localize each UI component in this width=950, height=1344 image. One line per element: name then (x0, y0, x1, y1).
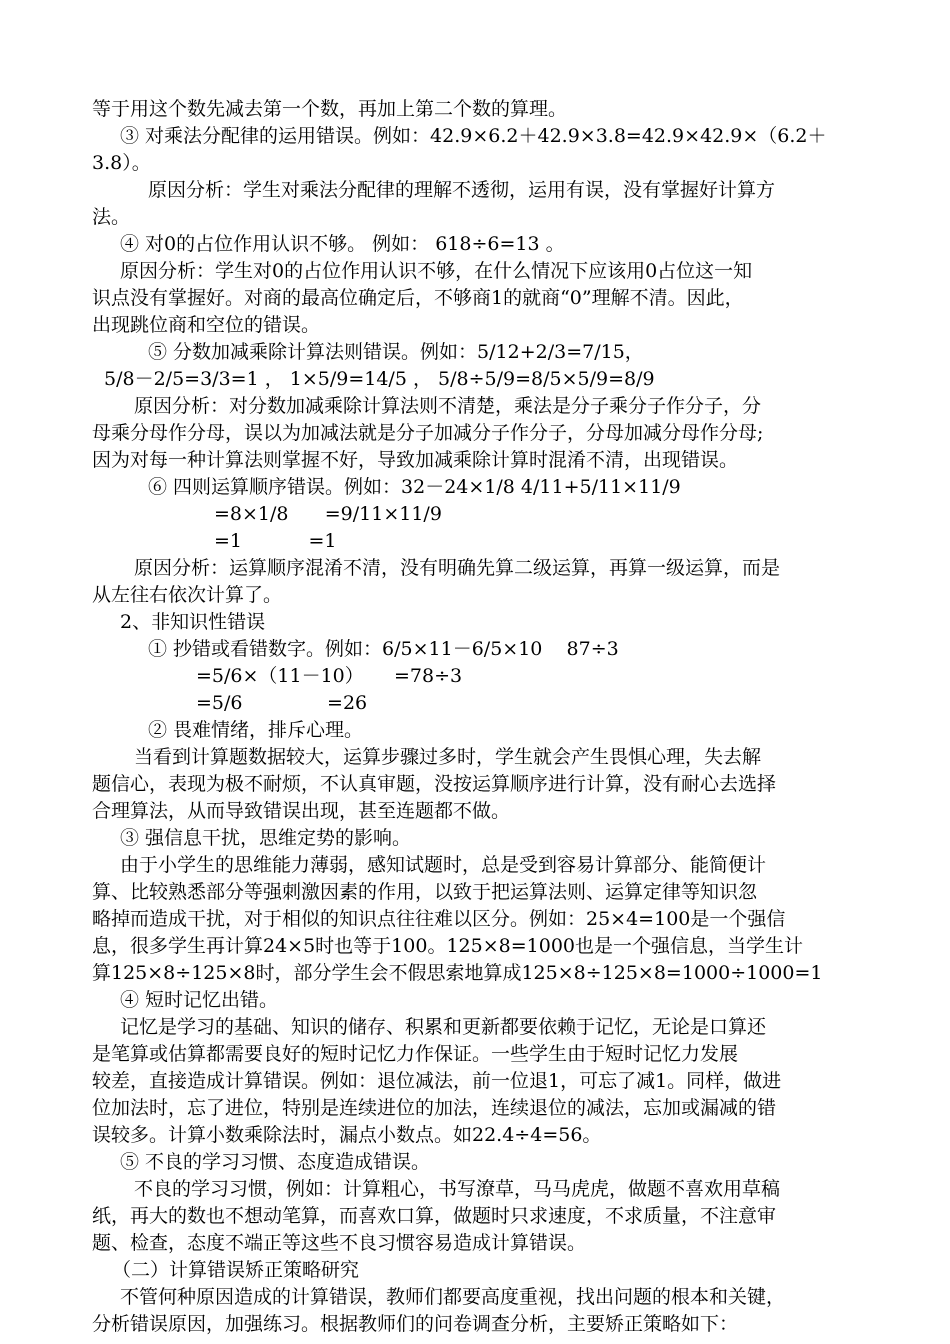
text-line: 略掉而造成干扰，对于相似的知识点往往难以区分。例如：25×4=100是一个强信 (92, 908, 786, 930)
text-line: 算125×8÷125×8时，部分学生会不假思索地算成125×8÷125×8=1000÷1000=1 (92, 962, 823, 984)
text-line: 3.8）。 (92, 152, 151, 174)
text-line: 母乘分母作分母，误以为加减法就是分子加减分子作分子，分母加减分母作分母; (92, 422, 764, 444)
text-line: 息，很多学生再计算24×5时也等于100。125×8=1000也是一个强信息，当学生计 (92, 935, 803, 957)
text-line: ⑤ 分数加减乘除计算法则错误。例如：5/12+2/3=7/15， (148, 341, 644, 363)
text-line: ⑥ 四则运算顺序错误。例如：32－24×1/8 4/11+5/11×11/9 (148, 476, 681, 498)
text-line: 从左往右依次计算了。 (92, 584, 283, 606)
text-line: 合理算法，从而导致错误出现，甚至连题都不做。 (92, 800, 511, 822)
text-line: 不管何种原因造成的计算错误，教师们都要高度重视，找出问题的根本和关键， (120, 1286, 786, 1308)
text-line: 较差，直接造成计算错误。例如：退位减法，前一位退1，可忘了减1。同样，做进 (92, 1070, 782, 1092)
text-line: 纸，再大的数也不想动笔算，而喜欢口算，做题时只求速度，不求质量，不注意审 (92, 1205, 777, 1227)
text-line: 不良的学习习惯，例如：计算粗心，书写潦草，马马虎虎，做题不喜欢用草稿 (134, 1178, 781, 1200)
text-line: =5/6×（11－10） =78÷3 (196, 665, 463, 687)
section-heading: 2、非知识性错误 (120, 611, 266, 633)
text-line: 由于小学生的思维能力薄弱，感知试题时，总是受到容易计算部分、能简便计 (120, 854, 767, 876)
text-line: 题、检查，态度不端正等这些不良习惯容易造成计算错误。 (92, 1232, 587, 1254)
text-line: ④ 对0的占位作用认识不够。 例如： 618÷6=13 。 (120, 233, 565, 255)
text-line: 等于用这个数先减去第一个数，再加上第二个数的算理。 (92, 98, 568, 120)
text-line: 出现跳位商和空位的错误。 (92, 314, 321, 336)
text-line: ⑤ 不良的学习习惯、态度造成错误。 (120, 1151, 431, 1173)
text-line: =5/6 =26 (196, 692, 368, 714)
text-line: =1 =1 (214, 530, 337, 552)
text-line: ③ 强信息干扰，思维定势的影响。 (120, 827, 412, 849)
text-line: ① 抄错或看错数字。例如：6/5×11－6/5×10 87÷3 (148, 638, 619, 660)
text-line: 因为对每一种计算法则掌握不好，导致加减乘除计算时混淆不清，出现错误。 (92, 449, 739, 471)
text-line: ④ 短时记忆出错。 (120, 989, 279, 1011)
text-line: 5/8－2/5=3/3=1 ， 1×5/9=14/5 ， 5/8÷5/9=8/5×5/9=8/9 (104, 368, 655, 390)
text-line: 原因分析：学生对0的占位作用认识不够，在什么情况下应该用0占位这一知 (120, 260, 753, 282)
text-line: 识点没有掌握好。对商的最高位确定后，不够商1的就商“0”理解不清。因此， (92, 287, 744, 309)
text-line: 当看到计算题数据较大，运算步骤过多时，学生就会产生畏惧心理，失去解 (134, 746, 762, 768)
section-heading: （二）计算错误矫正策略研究 (112, 1259, 360, 1281)
text-line: ③ 对乘法分配律的运用错误。例如：42.9×6.2＋42.9×3.8=42.9×42.9×（6.2＋ (120, 125, 827, 147)
text-line: =8×1/8 =9/11×11/9 (214, 503, 442, 525)
text-line: 位加法时，忘了进位，特别是连续进位的加法，连续退位的减法，忘加或漏减的错 (92, 1097, 777, 1119)
text-line: 分析错误原因，加强练习。根据教师们的问卷调查分析，主要矫正策略如下： (92, 1313, 739, 1335)
text-line: 误较多。计算小数乘除法时，漏点小数点。如22.4÷4=56。 (92, 1124, 602, 1146)
text-line: ② 畏难情绪，排斥心理。 (148, 719, 364, 741)
text-line: 算、比较熟悉部分等强刺激因素的作用，以致于把运算法则、运算定律等知识忽 (92, 881, 758, 903)
text-line: 法。 (92, 206, 131, 228)
text-line: 原因分析：学生对乘法分配律的理解不透彻，运用有误，没有掌握好计算方 (148, 179, 776, 201)
text-line: 原因分析：对分数加减乘除计算法则不清楚，乘法是分子乘分子作分子，分 (134, 395, 762, 417)
text-line: 题信心，表现为极不耐烦，不认真审题，没按运算顺序进行计算，没有耐心去选择 (92, 773, 777, 795)
text-line: 记忆是学习的基础、知识的储存、积累和更新都要依赖于记忆，无论是口算还 (120, 1016, 767, 1038)
text-line: 原因分析：运算顺序混淆不清，没有明确先算二级运算，再算一级运算，而是 (134, 557, 781, 579)
text-line: 是笔算或估算都需要良好的短时记忆力作保证。一些学生由于短时记忆力发展 (92, 1043, 739, 1065)
